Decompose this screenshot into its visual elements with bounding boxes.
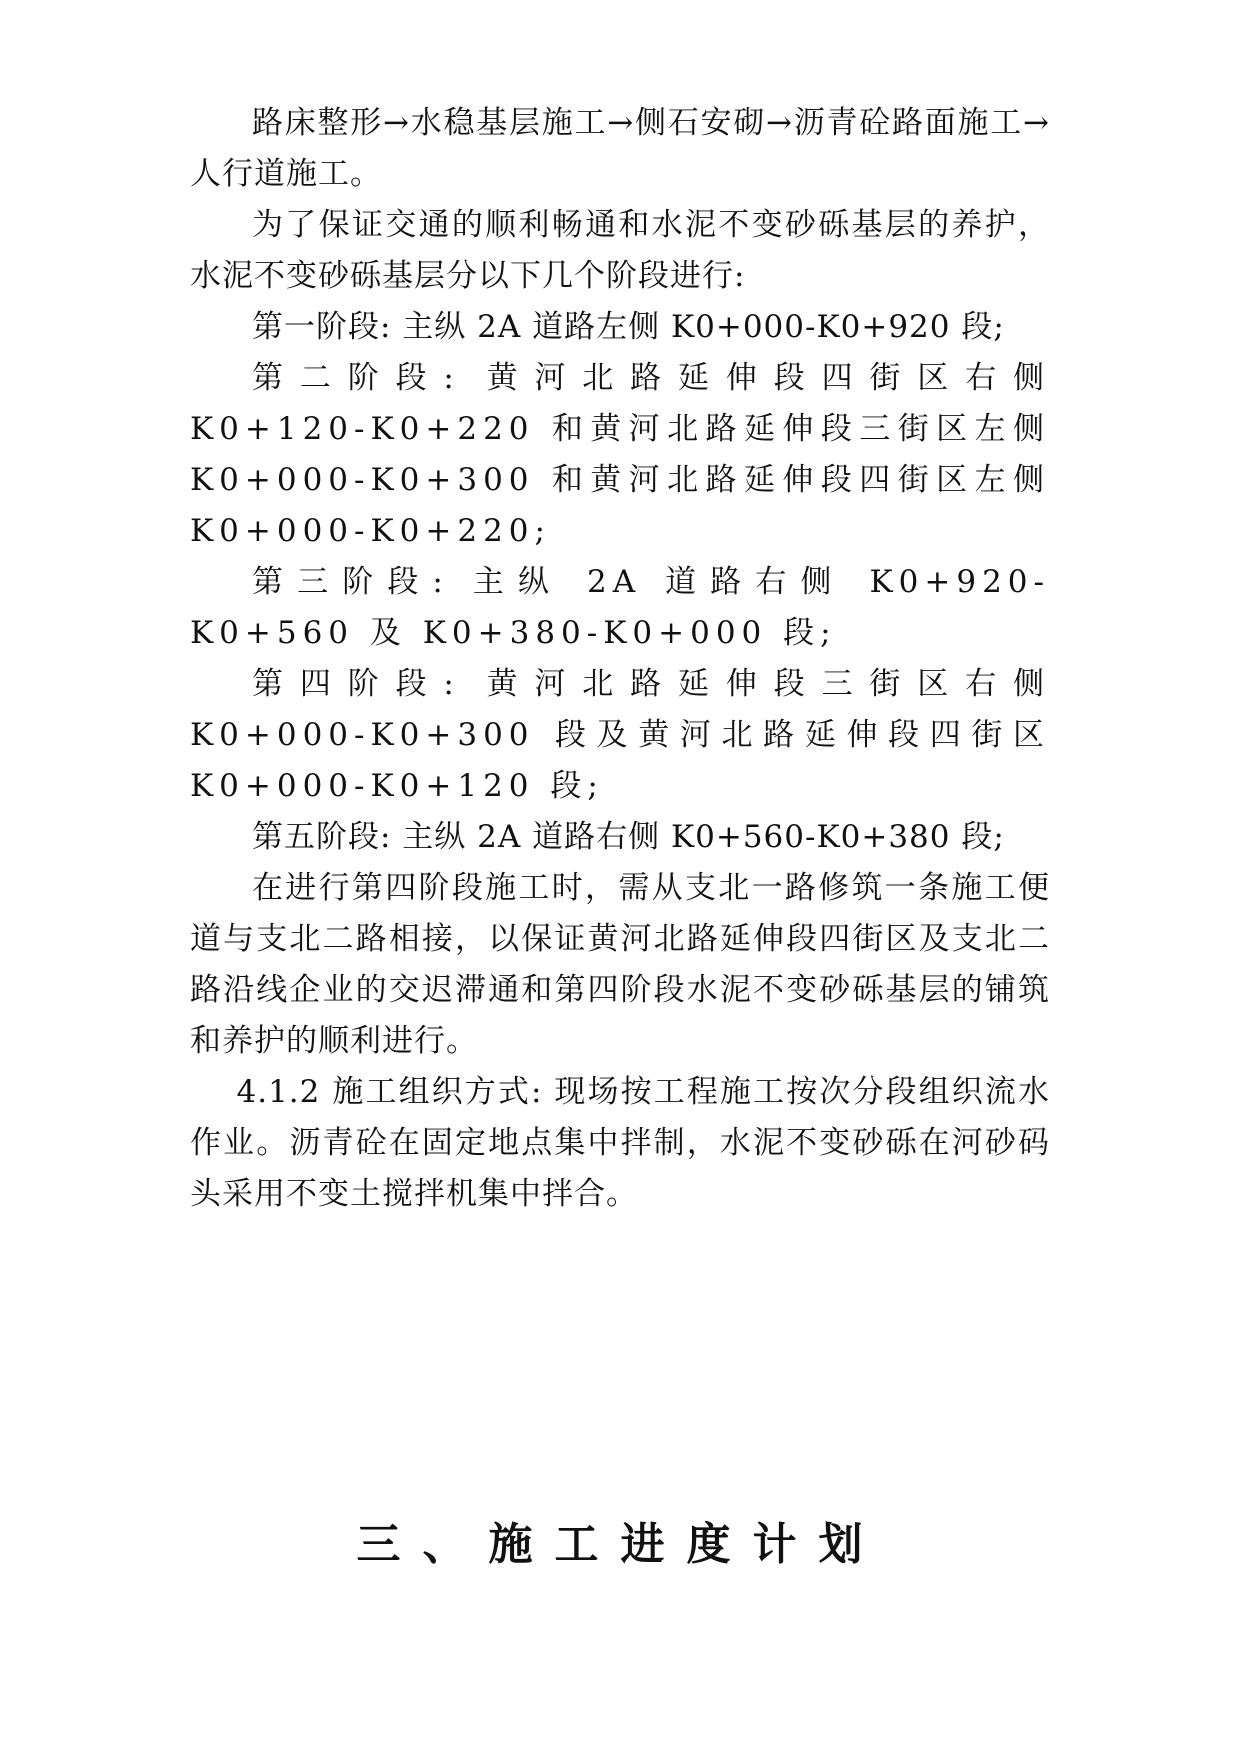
paragraph-stage-1: 第一阶段: 主纵 2A 道路左侧 K0+000-K0+920 段; xyxy=(252,309,1005,345)
paragraph-stage-5: 第五阶段: 主纵 2A 道路右侧 K0+560-K0+380 段; xyxy=(252,819,1005,855)
section-heading: 三、施工进度计划 xyxy=(356,1519,885,1570)
paragraph-temporary-road: 在进行第四阶段施工时，需从支北一路修筑一条施工便道与支北二路相接，以保证黄河北路延伸段四街区及支北二路沿线企业的交迟滞通和第四阶段水泥不变砂砾基层的铺筑和养护的顺利进行。 xyxy=(190,870,1050,1059)
paragraph-stage-4: 第四阶段: 黄河北路延伸段三街区右侧 K0+000-K0+300 段及黄河北路延伸段四街区 K0+000-K0+120 段; xyxy=(190,666,1050,804)
paragraph-organization-method: 4.1.2 施工组织方式: 现场按工程施工按次分段组织流水作业。沥青砼在固定地点集中拌制，水泥不变砂砾在河砂码头采用不变土搅拌机集中拌合。 xyxy=(190,1074,1050,1212)
paragraph-stage-3: 第三阶段: 主纵 2A 道路右侧 K0+920-K0+560 及 K0+380-K0+000 段; xyxy=(190,564,1050,651)
paragraph-stage-intro: 为了保证交通的顺利畅通和水泥不变砂砾基层的养护，水泥不变砂砾基层分以下几个阶段进行: xyxy=(190,207,1050,294)
body-text xyxy=(190,98,1050,1220)
paragraph-process-flow: 路床整形→水稳基层施工→侧石安砌→沥青砼路面施工→人行道施工。 xyxy=(190,105,1050,192)
paragraph-stage-2: 第二阶段: 黄河北路延伸段四街区右侧 K0+120-K0+220 和黄河北路延伸段三街区左侧 K0+000-K0+300 和黄河北路延伸段四街区左侧 K0+000-K0+220; xyxy=(190,360,1050,549)
